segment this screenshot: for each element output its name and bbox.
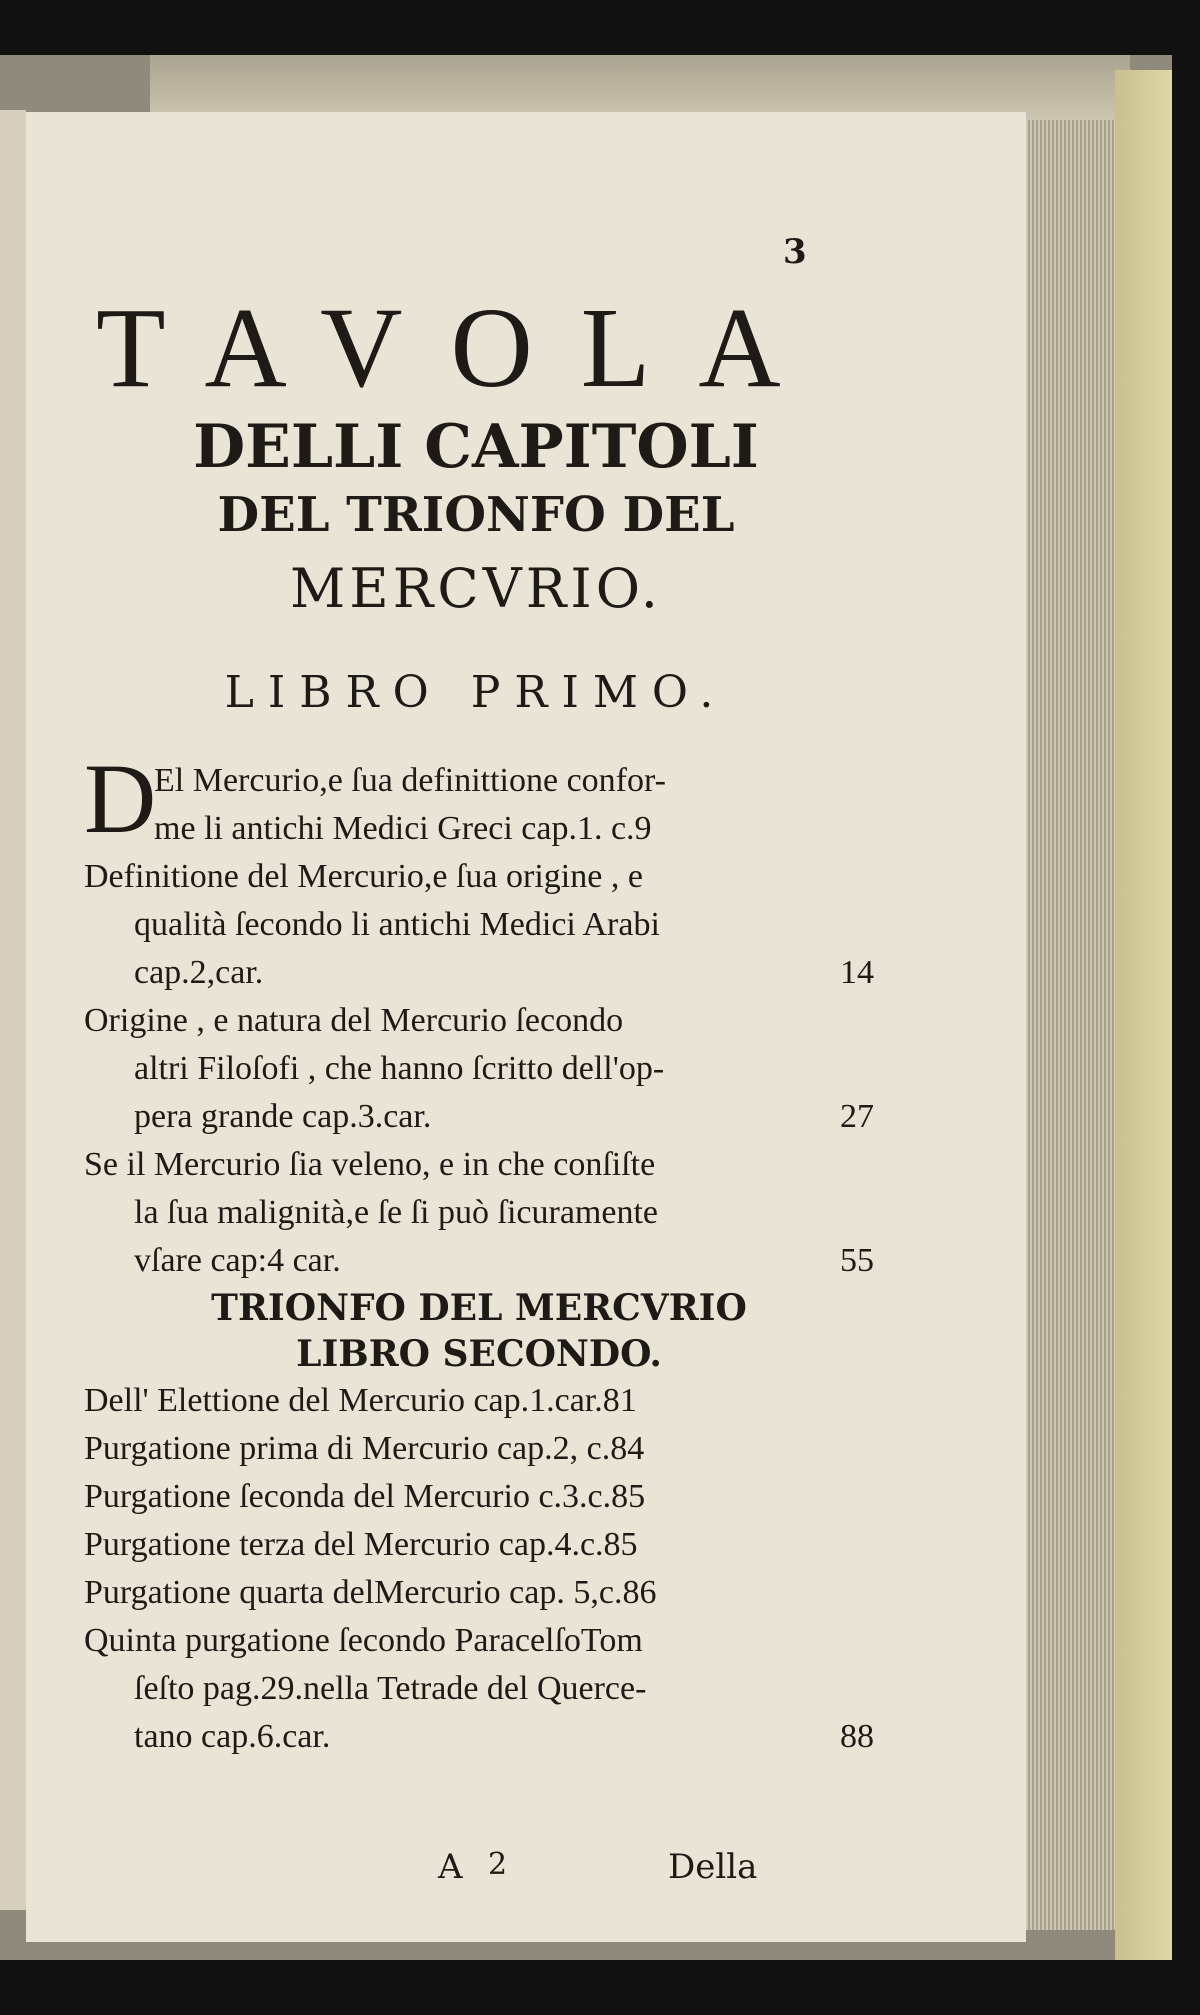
toc-entry-line: tano cap.6.car. [134, 1718, 331, 1755]
book2-entries [84, 1377, 874, 1761]
toc-entry-line: Definitione del Mercurio,e ſua origine , e [84, 858, 643, 895]
toc-entry [84, 1141, 874, 1285]
toc-entry-line: me li antichi Medici Greci cap.1. c.9 [154, 810, 652, 847]
toc-entry [84, 1425, 874, 1473]
signature-number: 2 [488, 1847, 508, 1882]
toc-entry-line: pera grande cap.3.car. [134, 1098, 432, 1135]
toc-entry [84, 1473, 874, 1521]
heading-trionfo: TRIONFO DEL MERCVRIO [211, 1287, 747, 1329]
toc-entry [84, 1377, 874, 1425]
toc-entry-line: ſeſto pag.29.nella Tetrade del Querce- [134, 1670, 647, 1707]
title-mercurio: MERCVRIO. [290, 557, 662, 620]
toc-entry [84, 1521, 874, 1569]
catchword: Della [668, 1847, 758, 1887]
toc-entry-line: qualità ſecondo li antichi Medici Arabi [134, 906, 660, 943]
toc-entry-line: Se il Mercurio ſia veleno, e in che conſiſte [84, 1146, 656, 1183]
toc-entry-line: vſare cap:4 car. [134, 1242, 341, 1279]
page-footer [26, 1847, 1026, 1897]
toc-page-number: 55 [840, 1242, 874, 1279]
toc-entry-line: Quinta purgatione ſecondo ParacelſoTom [84, 1622, 643, 1659]
signature-mark: A [438, 1847, 463, 1887]
toc-entry-line: altri Filoſofi , che hanno ſcritto dell'op- [134, 1050, 665, 1087]
toc-entry [84, 743, 874, 854]
toc-entry-line: Purgatione quarta delMercurio cap. 5,c.86 [84, 1574, 657, 1611]
toc-entry-line: Origine , e natura del Mercurio ſecondo [84, 1002, 624, 1039]
toc-entry-line: El Mercurio,e ſua definittione confor- [154, 762, 666, 799]
toc-entry-line: Dell' Elettione del Mercurio cap.1.car.81 [84, 1382, 637, 1419]
table-of-contents [84, 743, 874, 1761]
toc-page-number: 27 [840, 1098, 874, 1135]
toc-page-number: 14 [840, 954, 874, 991]
left-page-edge [0, 110, 26, 1910]
page-number: 3 [783, 232, 807, 272]
page-edges [1010, 120, 1130, 1930]
toc-entry [84, 853, 874, 997]
toc-entry-line: Purgatione prima di Mercurio cap.2, c.84 [84, 1430, 645, 1467]
toc-entry [84, 1617, 874, 1761]
toc-entry [84, 1569, 874, 1617]
heading-libro-primo: LIBRO PRIMO. [224, 667, 728, 718]
toc-page-number: 88 [840, 1718, 874, 1755]
drop-cap: D [84, 743, 157, 854]
heading-libro-secondo: LIBRO SECONDO. [296, 1333, 662, 1375]
title-delli-capitoli: DELLI CAPITOLI [193, 412, 759, 482]
title-del-trionfo: DEL TRIONFO DEL [217, 487, 735, 543]
book-spine [1115, 70, 1172, 1960]
book1-entries [84, 743, 874, 1285]
toc-entry-line: Purgatione ſeconda del Mercurio c.3.c.85 [84, 1478, 646, 1515]
toc-entry-line: la ſua malignità,e ſe ſi può ſicuramente [134, 1194, 658, 1231]
toc-entry [84, 997, 874, 1141]
toc-entry-line: cap.2,car. [134, 954, 264, 991]
toc-entry-line: Purgatione terza del Mercurio cap.4.c.85 [84, 1526, 638, 1563]
printed-page [26, 112, 1026, 1942]
title-tavola: TAVOLA [96, 284, 829, 411]
